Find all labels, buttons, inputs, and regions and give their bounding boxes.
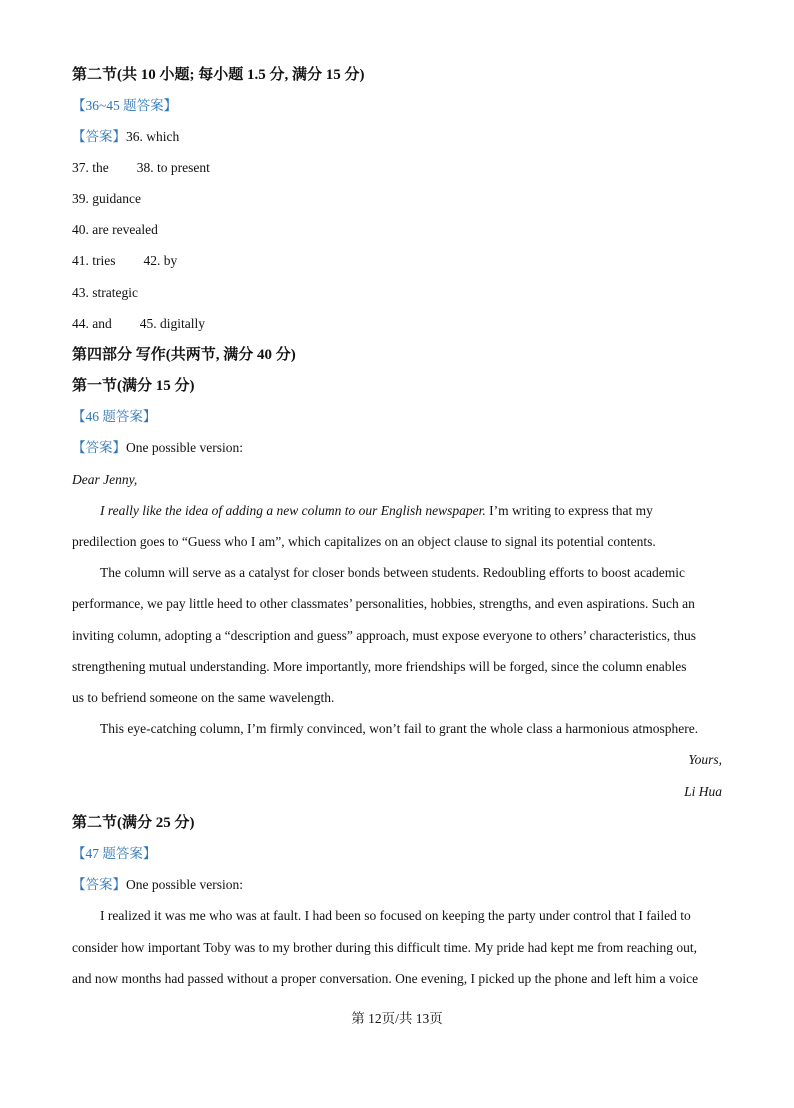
- letter-p2-line2: performance, we pay little heed to other classmates’ personalities, hobbies, strengths, and even aspirations. Such an: [72, 596, 695, 611]
- letter-p2-line4: strengthening mutual understanding. More importantly, more friendships will be forged, since the column enables: [72, 659, 687, 674]
- letter-p1-rest: I’m writing to express that my: [485, 503, 653, 518]
- answer-43: 43. strategic: [72, 285, 138, 300]
- letter-p1-italic: I really like the idea of adding a new column to our English newspaper.: [100, 503, 486, 518]
- answer-37: 37. the: [72, 160, 109, 175]
- letter-p2-line5: us to befriend someone on the same wavelength.: [72, 690, 335, 705]
- answer-row-47: [72, 876, 243, 894]
- letter-closing: Yours,: [688, 752, 722, 767]
- story-line1: I realized it was me who was at fault. I had been so focused on keeping the party under control that I failed to: [100, 908, 691, 923]
- answer-39: 39. guidance: [72, 191, 141, 206]
- letter-p1-line1: [100, 502, 653, 520]
- part4-heading: 第四部分 写作(共两节, 满分 40 分): [72, 347, 296, 363]
- answer-38: 38. to present: [136, 160, 210, 175]
- answer-row-44-45: [72, 315, 205, 333]
- answer-36: 36. which: [126, 129, 180, 144]
- story-line2: consider how important Toby was to my brother during this difficult time. My pride had kept me from reaching out,: [72, 940, 698, 955]
- section2-heading: 第二节(共 10 小题; 每小题 1.5 分, 满分 15 分): [72, 67, 365, 83]
- answer-45: 45. digitally: [139, 316, 205, 331]
- answer-41: 41. tries: [72, 253, 116, 268]
- letter-p3-line1: This eye-catching column, I’m firmly convinced, won’t fail to grant the whole class a harmonious atmosphere.: [100, 721, 699, 736]
- q46-tag: 【46 题答案】: [72, 409, 157, 424]
- answer-row-46: [72, 439, 243, 457]
- answer-42: 42. by: [143, 253, 178, 268]
- answer-40: 40. are revealed: [72, 222, 158, 237]
- answer-row-37-38: [72, 159, 210, 177]
- letter-p1-line2: predilection goes to “Guess who I am”, which capitalizes on an object clause to signal its potential contents.: [72, 534, 656, 549]
- q36-45-tag: 【36~45 题答案】: [72, 98, 178, 113]
- possible-version: One possible version:: [126, 877, 243, 892]
- writing-section2-heading: 第二节(满分 25 分): [72, 815, 195, 831]
- answer-44: 44. and: [72, 316, 112, 331]
- letter-signature: Li Hua: [684, 784, 722, 799]
- possible-version: One possible version:: [126, 440, 243, 455]
- answer-row-41-42: [72, 252, 177, 270]
- answer-tag: 【答案】: [72, 129, 126, 144]
- answer-tag: 【答案】: [72, 440, 126, 455]
- letter-p2-line1: The column will serve as a catalyst for closer bonds between students. Redoubling efforts to boost academic: [100, 565, 685, 580]
- writing-section1-heading: 第一节(满分 15 分): [72, 378, 195, 394]
- letter-salutation: Dear Jenny,: [72, 472, 138, 487]
- q47-tag: 【47 题答案】: [72, 846, 157, 861]
- letter-p2-line3: inviting column, adopting a “description and guess” approach, must expose everyone to others’ characteristics, thus: [72, 628, 696, 643]
- answer-tag: 【答案】: [72, 877, 126, 892]
- story-line3: and now months had passed without a proper conversation. One evening, I picked up the phone and left him a voice: [72, 971, 699, 986]
- page-footer: 第 12页/共 13页: [351, 1011, 443, 1026]
- answer-row-36: [72, 128, 179, 146]
